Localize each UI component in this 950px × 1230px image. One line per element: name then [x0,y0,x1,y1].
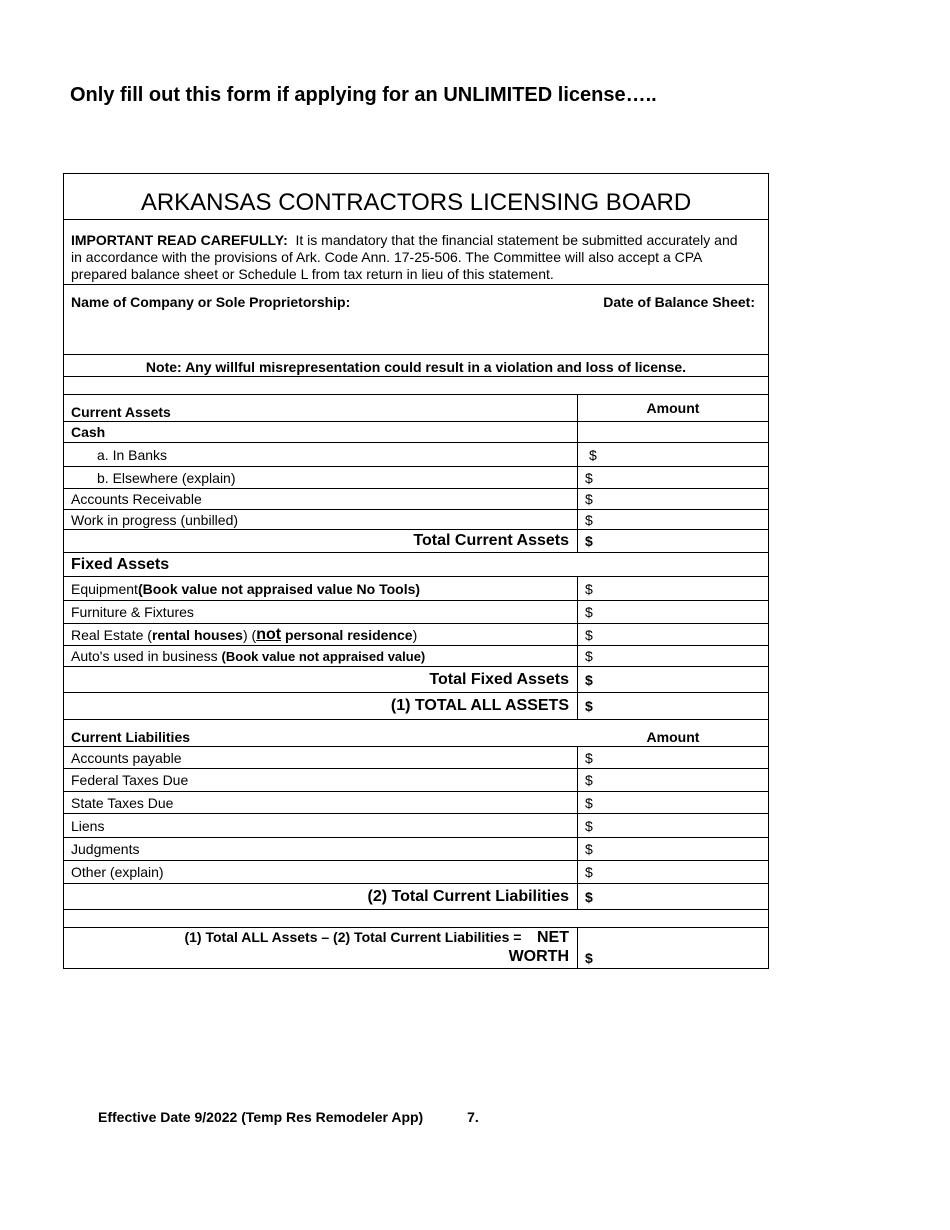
total-fixed-assets-row[interactable] [64,667,768,693]
company-name-label: Name of Company or Sole Proprietorship: [71,294,351,310]
liabilities-heading: Current Liabilities [71,729,191,745]
liens-row[interactable] [64,814,768,838]
total-all-assets-amount[interactable]: $ [585,698,593,714]
company-name-field[interactable] [64,285,768,355]
cash-amount-blank [578,422,768,442]
real-estate-label [64,624,578,645]
total-liabilities-amount[interactable]: $ [585,888,593,905]
balance-date-label: Date of Balance Sheet: [603,294,755,310]
equipment-label [64,577,578,600]
total-current-assets-amount[interactable]: $ [585,533,593,549]
state-row[interactable] [64,792,768,814]
receivable-amount[interactable]: $ [585,491,593,507]
furniture-amount[interactable]: $ [585,604,593,620]
net-worth-net: NET [537,929,569,946]
form-title: ARKANSAS CONTRACTORS LICENSING BOARD [64,174,768,220]
federal-label: Federal Taxes Due [64,769,578,791]
page-number: 7. [467,1109,479,1125]
state-label: State Taxes Due [64,792,578,813]
real-estate-e: ) [412,626,418,643]
autos-row[interactable] [64,646,768,667]
current-assets-header [64,395,768,422]
total-liabilities-label: (2) Total Current Liabilities [64,884,578,909]
real-estate-amount[interactable]: $ [585,626,593,643]
payable-label: Accounts payable [64,747,578,768]
elsewhere-row[interactable] [64,467,768,489]
total-current-assets-row[interactable] [64,530,768,553]
amount-heading: Amount [646,400,700,416]
equipment-note: (Book value not appraised value No Tools) [137,580,421,597]
spacer-row [64,377,768,395]
current-assets-heading: Current Assets [64,395,578,421]
important-label: IMPORTANT READ CAREFULLY: [71,232,288,248]
total-fixed-assets-amount[interactable]: $ [585,671,593,688]
other-row[interactable] [64,861,768,884]
judgments-row[interactable] [64,838,768,861]
autos-label [64,646,578,666]
in-banks-label: a. In Banks [64,443,578,466]
total-all-assets-row[interactable] [64,693,768,720]
liabilities-header [64,720,768,747]
state-amount[interactable]: $ [585,794,593,811]
elsewhere-label: b. Elsewhere (explain) [64,467,578,488]
misrepresentation-note: Note: Any willful misrepresentation could result in a violation and loss of license. [64,355,768,377]
total-liabilities-row[interactable] [64,884,768,910]
real-estate-d: personal residence [281,626,413,643]
equipment-amount[interactable]: $ [585,580,593,597]
elsewhere-amount[interactable]: $ [585,469,593,486]
furniture-row[interactable] [64,601,768,624]
footer [98,1109,479,1125]
furniture-label: Furniture & Fixtures [64,601,578,623]
real-estate-row[interactable] [64,624,768,646]
equipment-row[interactable] [64,577,768,601]
net-worth-row[interactable] [64,928,768,968]
total-current-assets-label: Total Current Assets [64,530,578,552]
real-estate-not: not [256,625,282,643]
other-amount[interactable]: $ [585,864,593,880]
autos-text: Auto's used in business [71,648,222,664]
important-text: It is mandatory that the financial statement be submitted accurately and in accordance with the provisions of Ark. Code Ann. 17-25-506. The Committee will also accept a CPA prepared balance sheet or Schedule L from tax return in lieu of this statement. [71,232,738,282]
real-estate-a: Real Estate ( [71,626,152,643]
judgments-label: Judgments [64,838,578,860]
other-label: Other (explain) [64,861,578,883]
cash-row [64,422,768,443]
net-worth-line1 [184,929,569,947]
wip-amount[interactable]: $ [585,511,593,528]
spacer-row-2 [64,910,768,928]
payable-row[interactable] [64,747,768,769]
liabilities-amount-heading: Amount [646,729,700,745]
net-worth-formula: (1) Total ALL Assets – (2) Total Current Liabilities = [184,929,522,945]
equipment-text: Equipment [71,580,138,597]
autos-amount[interactable]: $ [585,648,593,664]
net-worth-worth: WORTH [508,948,569,965]
in-banks-row[interactable] [64,443,768,467]
fixed-assets-heading: Fixed Assets [64,553,768,577]
total-fixed-assets-label: Total Fixed Assets [64,667,578,692]
important-notice [64,220,768,285]
real-estate-b: rental houses [151,626,243,643]
top-instruction: Only fill out this form if applying for an UNLIMITED license….. [70,84,657,106]
total-all-assets-label: (1) TOTAL ALL ASSETS [64,693,578,719]
federal-amount[interactable]: $ [585,772,593,788]
federal-row[interactable] [64,769,768,792]
receivable-label: Accounts Receivable [64,489,578,509]
wip-label: Work in progress (unbilled) [64,510,578,529]
in-banks-amount[interactable]: $ [589,446,597,463]
autos-note: (Book value not appraised value) [221,648,426,664]
financial-statement-form [63,173,769,969]
wip-row[interactable] [64,510,768,530]
net-worth-label [64,928,578,968]
receivable-row[interactable] [64,489,768,510]
judgments-amount[interactable]: $ [585,841,593,857]
liens-amount[interactable]: $ [585,817,593,834]
liens-label: Liens [64,814,578,837]
real-estate-c: ) ( [242,626,257,643]
footer-effective-date: Effective Date 9/2022 (Temp Res Remodeler App) [98,1109,424,1125]
payable-amount[interactable]: $ [585,749,593,766]
net-worth-amount[interactable]: $ [585,950,593,966]
cash-label: Cash [64,422,578,442]
